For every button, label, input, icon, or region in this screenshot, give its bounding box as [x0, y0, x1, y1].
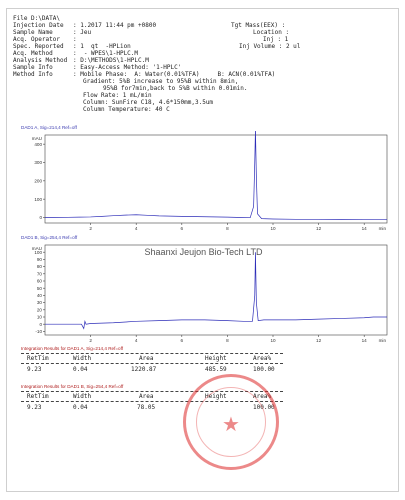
flow-rate: Flow Rate: 1 mL/min: [83, 92, 152, 99]
cell-rettime: 9.23: [27, 404, 42, 411]
y-tick-label: 70: [36, 271, 42, 277]
y-tick-label: 100: [34, 196, 42, 202]
x-tick-label: 14: [361, 226, 367, 231]
method-info-label: Method Info: [13, 71, 53, 78]
tgt-mass-label: Tgt Mass(EEX) :: [231, 22, 286, 29]
results-b-title: Integration Results for DAD1 B, Sig=254,4 Ref=off: [21, 384, 124, 389]
col-header-height: Height: [205, 393, 227, 400]
analysis-method-value: : D:\METHODS\1-HPLC.M: [73, 57, 149, 64]
col-header-width: Width: [73, 355, 92, 362]
file-line: File D:\DATA\: [13, 15, 60, 22]
col-header-area-pct: Area%: [253, 393, 272, 400]
table-rule: [21, 353, 283, 354]
gradient-line-1: Gradient: 5%B increase to 95%B within 8min,: [83, 78, 239, 85]
y-tick-label: -10: [35, 329, 42, 334]
chromatogram-b-panel: [21, 235, 391, 349]
watermark-text: Shaanxi Jeujon Bio-Tech LTD: [144, 247, 263, 257]
trace-line: [45, 131, 387, 220]
cell-area-pct: 100.00: [253, 366, 275, 373]
x-tick-label: 10: [270, 226, 276, 231]
sample-name-value: : Jeu: [73, 29, 92, 36]
plot-frame: [45, 245, 387, 335]
x-tick-label: 6: [180, 226, 184, 231]
chromatogram-a-panel: [21, 125, 391, 235]
cell-rettime: 9.23: [27, 366, 42, 373]
acq-operator-label: Acq. Operator: [13, 36, 60, 43]
trace-line: [45, 252, 387, 328]
cell-height: 485.59: [205, 366, 227, 373]
table-rule: [21, 363, 283, 364]
x-tick-label: 12: [316, 338, 322, 343]
company-seal: [183, 374, 279, 470]
acq-operator-value: :: [73, 36, 77, 43]
cell-width: 0.04: [73, 366, 88, 373]
col-header-rettime: RetTim: [27, 355, 49, 362]
x-tick-label: 14: [361, 338, 367, 343]
sample-info-value: : Easy-Access Method: '1-HPLC': [73, 64, 182, 71]
col-header-area: Area: [139, 393, 154, 400]
gradient-line-2: 95%B for7min,back to 5%B within 0.01min.: [103, 85, 248, 92]
y-tick-label: 10: [36, 314, 42, 320]
y-tick-label: 0: [39, 215, 42, 221]
x-tick-label: 2: [89, 338, 92, 343]
chromatogram-a-title: DAD1 A, Sig=214,4 Ref=off: [21, 125, 77, 130]
results-a-title: Integration Results for DAD1 A, Sig=214,4 Ref=off: [21, 346, 124, 351]
x-tick-label: 12: [316, 226, 322, 231]
y-tick-label: 90: [36, 257, 42, 262]
injection-date-label: Injection Date: [13, 22, 64, 29]
x-axis-label: min: [378, 338, 386, 343]
inj-label: Inj : 1: [263, 36, 289, 43]
y-axis-label: mAU: [31, 246, 42, 251]
chromatogram-a: [21, 131, 391, 235]
cell-area: 1220.87: [131, 366, 157, 373]
y-tick-label: 400: [34, 141, 42, 147]
y-tick-label: 50: [36, 285, 42, 291]
x-tick-label: 10: [270, 338, 276, 343]
y-tick-label: 20: [36, 307, 42, 313]
col-header-height: Height: [205, 355, 227, 362]
spec-reported-value: : 1 qt -HPLion: [73, 43, 131, 50]
y-tick-label: 100: [34, 249, 42, 255]
report-sheet: [6, 8, 399, 492]
acq-method-value: : - WPES\1-HPLC.M: [73, 50, 139, 57]
x-tick-label: 4: [134, 226, 138, 231]
cell-width: 0.04: [73, 404, 88, 411]
y-tick-label: 300: [34, 160, 42, 166]
cell-area: 78.05: [137, 404, 156, 411]
column-temperature: Column Temperature: 40 C: [83, 106, 170, 113]
analysis-method-label: Analysis Method: [13, 57, 68, 64]
plot-frame: [45, 135, 387, 223]
col-header-width: Width: [73, 393, 92, 400]
sample-name-label: Sample Name: [13, 29, 53, 36]
acq-method-label: Acq. Method: [13, 50, 53, 57]
y-tick-label: 200: [34, 178, 42, 184]
x-tick-label: 4: [134, 338, 138, 343]
chromatogram-b-title: DAD1 B, Sig=254,4 Ref=off: [21, 235, 78, 240]
location-label: Location :: [253, 29, 290, 36]
y-tick-label: 30: [36, 300, 42, 306]
injection-date-value: : 1.2017 11:44 pm +0800: [73, 22, 157, 29]
y-axis-label: mAU: [31, 136, 42, 141]
inj-volume-label: Inj Volume : 2 ul: [239, 43, 301, 50]
column-info: Column: SunFire C18, 4.6*150mm,3.5um: [83, 99, 214, 106]
y-tick-label: 80: [36, 264, 42, 270]
results-a-table: [21, 353, 391, 383]
x-tick-label: 2: [89, 226, 92, 231]
x-tick-label: 6: [180, 338, 184, 343]
x-tick-label: 8: [226, 226, 229, 231]
x-axis-label: min: [378, 226, 386, 231]
y-tick-label: 0: [39, 321, 42, 327]
chromatogram-b: [21, 241, 391, 347]
col-header-area: Area: [139, 355, 154, 362]
x-tick-label: 8: [226, 338, 229, 343]
col-header-area-pct: Area%: [253, 355, 272, 362]
cell-area-pct: 100.00: [253, 404, 275, 411]
method-info-value: : Mobile Phase: A: Water(0.01%TFA) B: ACN(0.01%TFA): [73, 71, 276, 78]
sample-info-label: Sample Info: [13, 64, 53, 71]
col-header-rettime: RetTim: [27, 393, 49, 400]
spec-reported-label: Spec. Reported: [13, 43, 64, 50]
seal-star-icon: ★: [222, 412, 240, 436]
y-tick-label: 60: [36, 278, 42, 284]
y-tick-label: 40: [36, 293, 42, 298]
